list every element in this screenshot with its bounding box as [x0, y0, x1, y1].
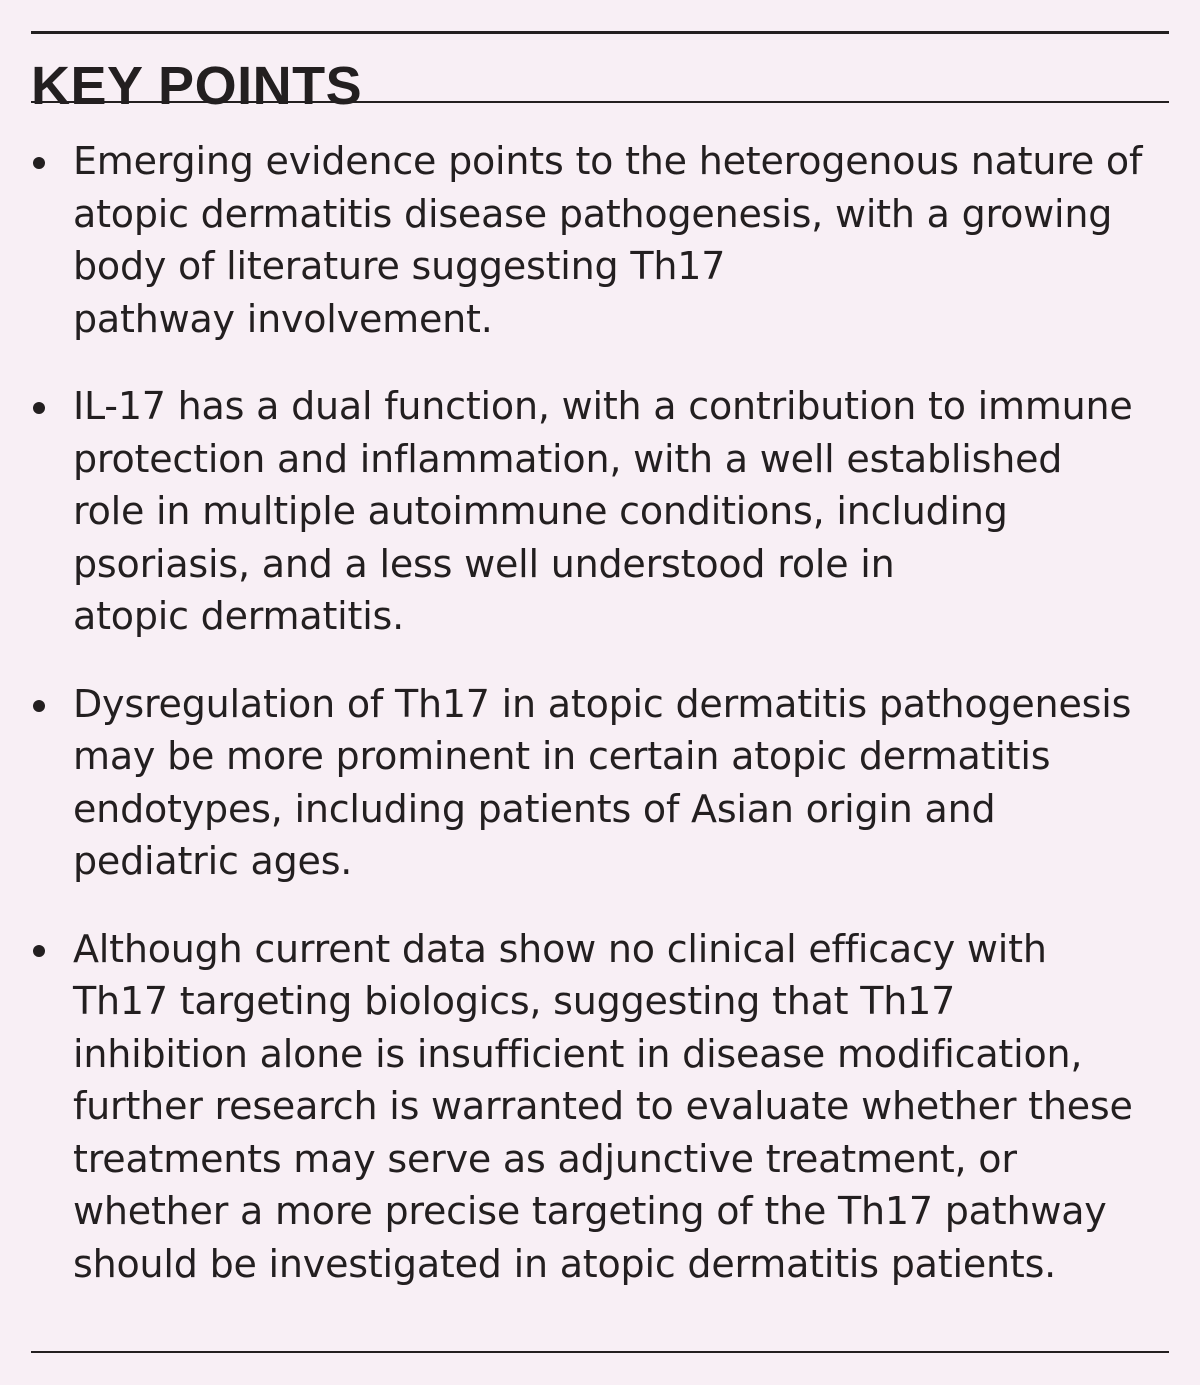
text-line: protection and inflammation, with a well established	[73, 436, 1063, 481]
text-line: psoriasis, and a less well understood role in	[73, 541, 895, 586]
text-line: treatments may serve as adjunctive treatment, or	[73, 1136, 1017, 1181]
text-line: atopic dermatitis disease pathogenesis, with a growing	[73, 191, 1113, 236]
key-points-box	[31, 31, 1169, 1293]
text-line: Dysregulation of Th17 in atopic dermatitis pathogenesis	[73, 681, 1132, 726]
key-point-text	[73, 380, 1169, 643]
bullet-icon	[33, 945, 45, 957]
key-point-text	[73, 923, 1169, 1291]
key-point-text	[73, 678, 1169, 888]
text-line: further research is warranted to evaluate whether these	[73, 1084, 1133, 1128]
key-point-item	[31, 135, 1169, 345]
bullet-icon	[33, 700, 45, 712]
text-line: pediatric ages.	[73, 839, 353, 883]
text-line: IL-17 has a dual function, with a contribution to immune	[73, 384, 1133, 428]
text-line: atopic dermatitis.	[73, 594, 405, 638]
key-points-heading: KEY POINTS	[31, 56, 363, 116]
key-point-item	[31, 678, 1169, 888]
text-line: role in multiple autoimmune conditions, including	[73, 489, 1008, 533]
bullet-icon	[33, 157, 45, 169]
text-line: Th17 targeting biologics, suggesting that Th17	[73, 979, 956, 1023]
bullet-icon	[33, 402, 45, 414]
text-line: endotypes, including patients of Asian origin and	[73, 786, 996, 831]
text-line: pathway involvement.	[73, 296, 493, 341]
key-point-item	[31, 380, 1169, 643]
key-point-text	[73, 135, 1169, 345]
text-line: Emerging evidence points to the heterogenous nature of	[73, 139, 1143, 183]
text-line: Although current data show no clinical efficacy with	[73, 926, 1047, 971]
key-points-list	[31, 135, 1169, 1290]
bottom-rule	[31, 1351, 1169, 1353]
key-point-item	[31, 923, 1169, 1291]
text-line: whether a more precise targeting of the Th17 pathway	[73, 1189, 1107, 1233]
text-line: may be more prominent in certain atopic dermatitis	[73, 734, 1051, 778]
text-line: body of literature suggesting Th17	[73, 244, 726, 288]
text-line: inhibition alone is insufficient in disease modification,	[73, 1031, 1083, 1076]
text-line: should be investigated in atopic dermatitis patients.	[73, 1241, 1057, 1286]
